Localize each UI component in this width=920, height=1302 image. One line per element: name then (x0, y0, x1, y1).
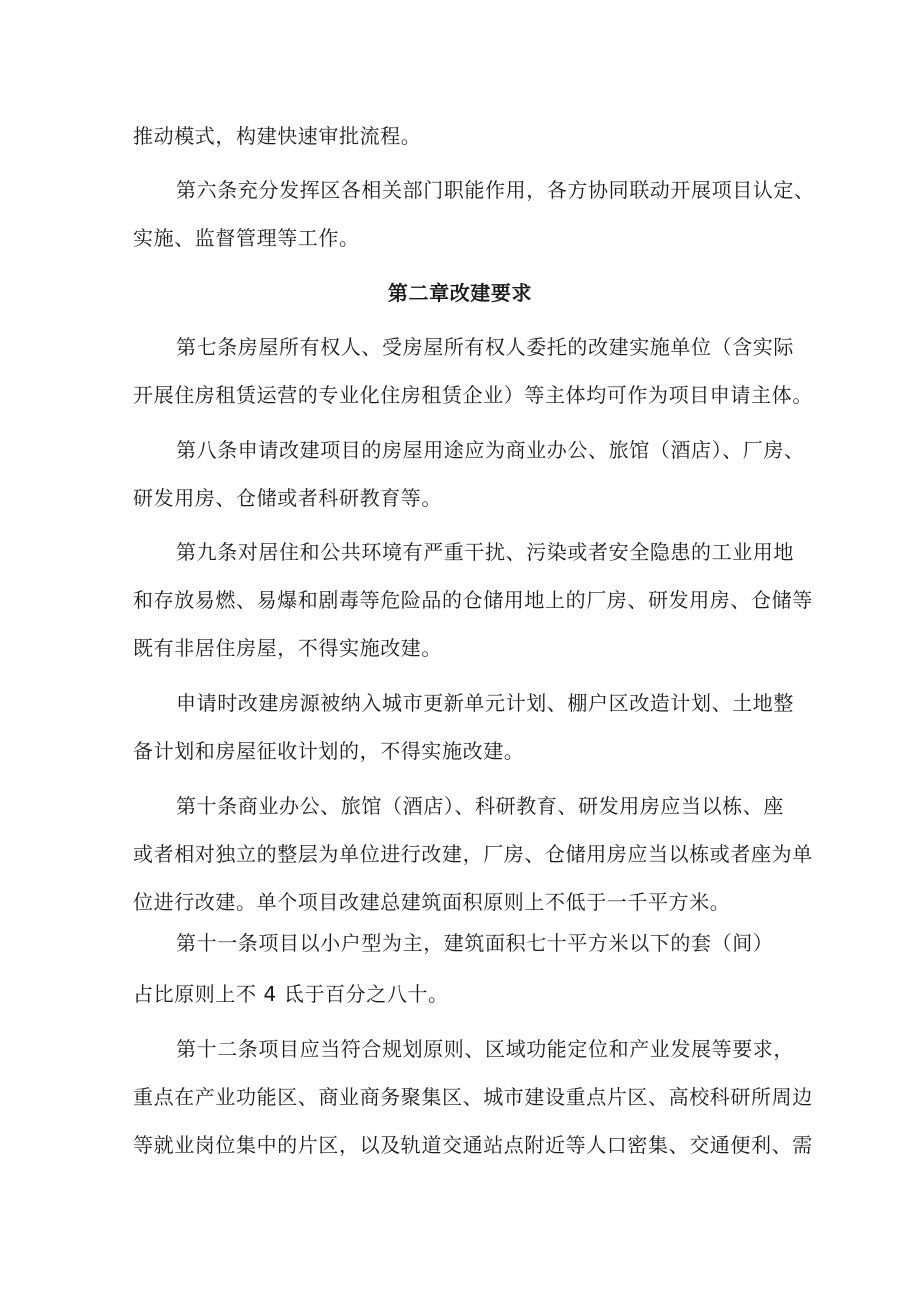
paragraph-line: 位进行改建。单个项目改建总建筑面积原则上不低于一千平方米。 (133, 890, 731, 914)
paragraph-line: 或者相对独立的整层为单位进行改建，厂房、仓储用房应当以栋或者座为单 (133, 842, 813, 866)
paragraph-line: 占比原则上不 4 氐于百分之八十。 (133, 982, 449, 1006)
paragraph-line: 第十条商业办公、旅馆（酒店）、科研教育、研发用房应当以栋、座 (176, 794, 784, 818)
paragraph-line: 和存放易燃、易爆和剧毒等危险品的仓储用地上的厂房、研发用房、仓储等 (133, 588, 813, 612)
paragraph-line: 第十一条项目以小户型为主，建筑面积七十平方米以下的套（间） (176, 931, 774, 955)
paragraph-line: 第六条充分发挥区各相关部门职能作用，各方协同联动开展项目认定、 (176, 178, 815, 202)
paragraph-line: 第十二条项目应当符合规划原则、区域功能定位和产业发展等要求， (176, 1037, 794, 1061)
paragraph-line: 开展住房租赁运营的专业化住房租赁企业）等主体均可作为项目申请主体。 (133, 383, 813, 407)
paragraph-line: 第七条房屋所有权人、受房屋所有权人委托的改建实施单位（含实际 (176, 335, 794, 359)
paragraph-line: 既有非居住房屋，不得实施改建。 (133, 636, 442, 660)
paragraph-line: 重点在产业功能区、商业商务聚集区、城市建设重点片区、高校科研所周边 (133, 1085, 813, 1109)
chapter-heading: 第二章改建要求 (387, 281, 533, 305)
paragraph-line: 备计划和房屋征收计划的，不得实施改建。 (133, 739, 525, 763)
paragraph-line: 研发用房、仓储或者科研教育等。 (133, 486, 442, 510)
paragraph-line: 第九条对居住和公共环境有严重干扰、污染或者安全隐患的工业用地 (176, 540, 794, 564)
paragraph-line: 等就业岗位集中的片区，以及轨道交通站点附近等人口密集、交通便利、需 (133, 1133, 813, 1157)
paragraph-line: 第八条申请改建项目的房屋用途应为商业办公、旅馆（酒店）、厂房、 (176, 438, 805, 462)
paragraph-line: 申请时改建房源被纳入城市更新单元计划、棚户区改造计划、土地整 (176, 691, 794, 715)
paragraph-line: 实施、监督管理等工作。 (133, 226, 360, 250)
paragraph-line: 推动模式，构建快速审批流程。 (133, 124, 422, 148)
